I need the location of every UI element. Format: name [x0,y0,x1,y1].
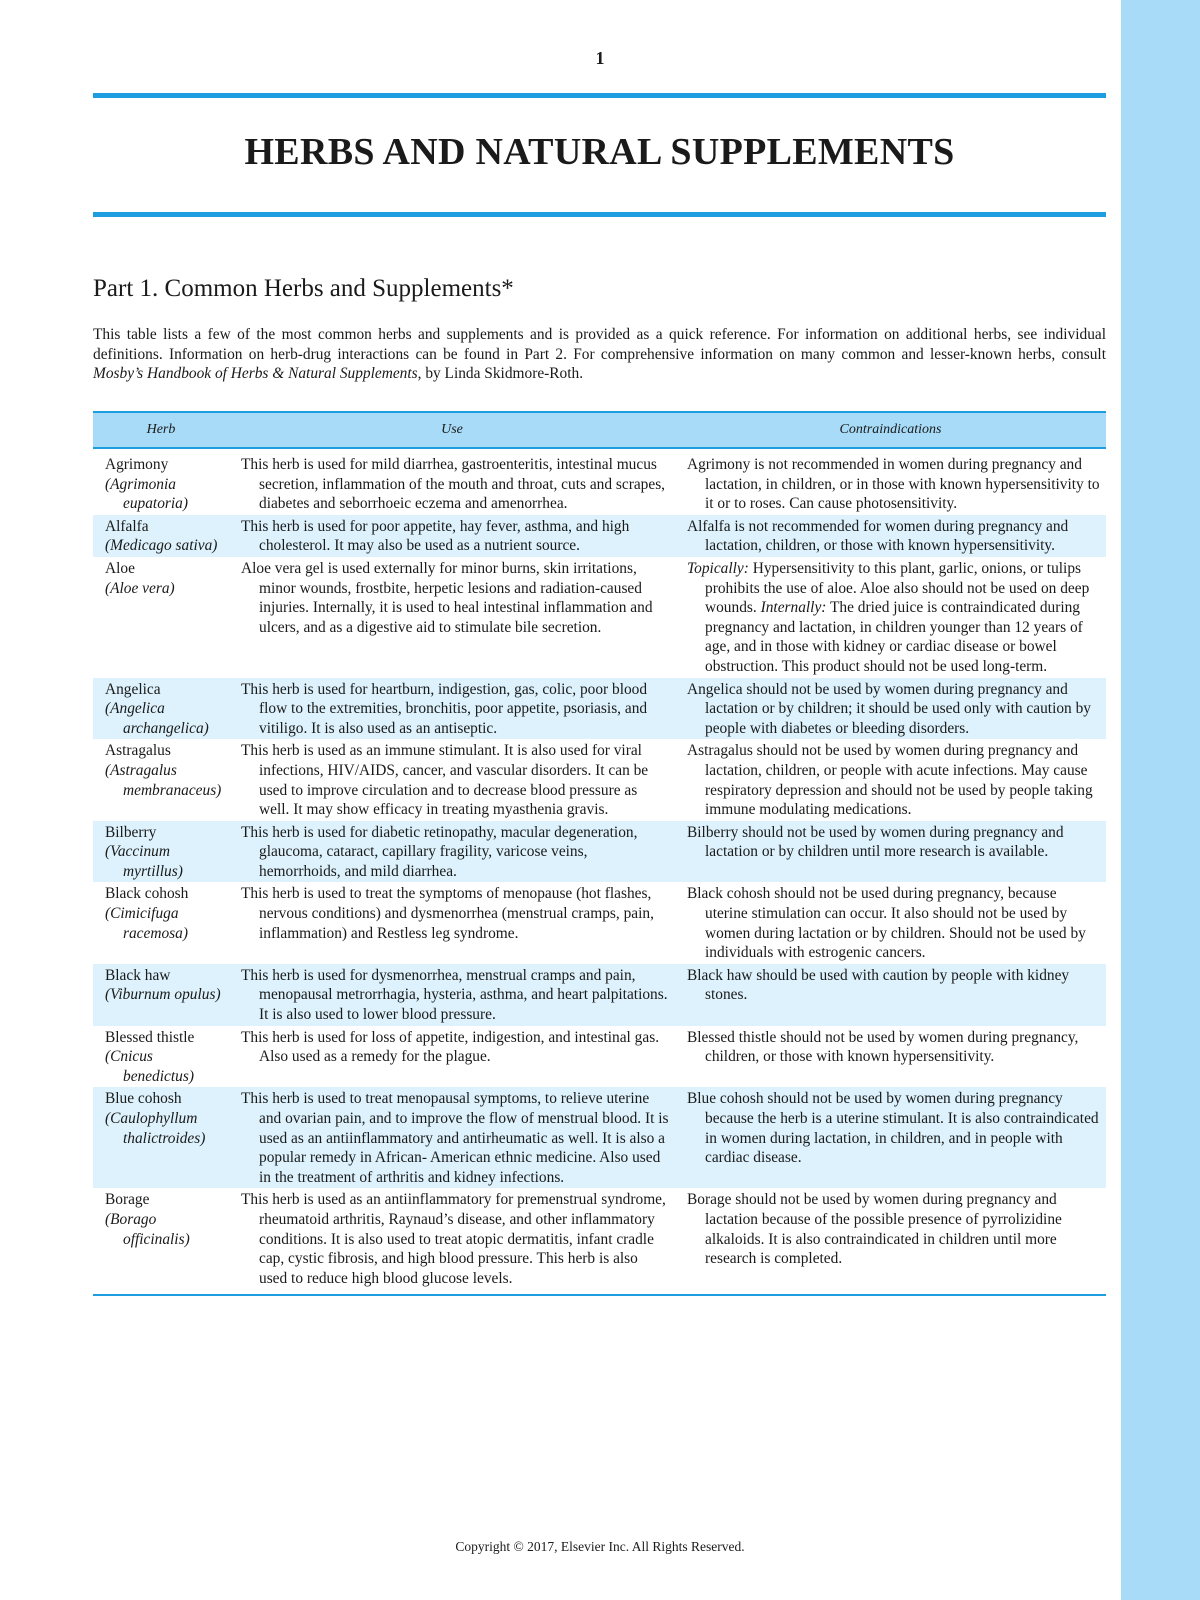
herb-name: Borage [105,1191,150,1209]
table-row [93,678,1106,740]
table-row [93,882,1106,963]
use-text: This herb is used as an antiinflammatory for premenstrual syndrome, rheumatoid arthritis, Raynaud’s disease, and other inflammatory conditions. It is also used to treat atopic dermatitis, infant cradle cap, cystic fibrosis, and high blood pressure. This herb is also used to reduce high blood glucose levels. [241,1191,666,1287]
contra-text: Blue cohosh should not be used by women during pregnancy because the herb is a uterine stimulant. It is also contraindicated in women during lactation, in children, and in people with cardiac disease. [687,1090,1099,1167]
herb-cell [93,739,229,820]
herb-name: Astragalus [105,742,171,760]
header-contraindications: Contraindications [675,412,1106,448]
use-text: This herb is used as an immune stimulant. It is also used for viral infections, HIV/AIDS, cancer, and vascular disorders. It can be used to improve circulation and to decrease blood pressure as well. It may show efficacy in treating myasthenia gravis. [241,742,649,819]
use-cell [229,448,675,515]
herb-cell [93,1026,229,1088]
use-text: This herb is used to treat menopausal symptoms, to relieve uterine and ovarian pain, and to improve the flow of menstrual blood. It is used as an antiinflammatory and antirheumatic as well. It is also a popular remedy in African- American ethnic medicine. Also used in the treatment of arthritis and kidney infections. [241,1090,669,1186]
herb-cell [93,964,229,1026]
contraindications-cell [675,448,1106,515]
herb-latin-name: (Cimicifuga racemosa) [105,905,188,942]
table-row [93,1026,1106,1088]
use-text: This herb is used to treat the symptoms of menopause (hot flashes, nervous conditions) and dysmenorrhea (menstrual cramps, pain, inflammation) and Restless leg syndrome. [241,885,654,942]
use-text: This herb is used for poor appetite, hay fever, asthma, and high cholesterol. It may also be used as a nutrient source. [241,517,630,555]
herb-cell [93,678,229,740]
contraindications-text [687,1028,1100,1067]
use-text: This herb is used for mild diarrhea, gastroenteritis, intestinal mucus secretion, inflammation of the mouth and throat, cuts and scrapes, diabetes and seborrhoeic eczema and amenorrhea. [241,456,666,513]
contraindications-cell [675,821,1106,883]
herb-cell [93,821,229,883]
contraindications-text [687,884,1100,962]
table-header-row [93,412,1106,448]
contraindications-text [687,741,1100,819]
page-title: HERBS AND NATURAL SUPPLEMENTS [244,131,955,173]
use-text: This herb is used for loss of appetite, indigestion, and intestinal gas. Also used as a remedy for the plague. [241,1028,660,1066]
contraindications-cell [675,882,1106,963]
contraindications-text [687,517,1100,556]
herb-name: Aloe [105,559,135,577]
header-use: Use [229,412,675,448]
contra-text: Agrimony is not recommended in women during pregnancy and lactation, in children, or in those with known hypersensitivity to it or to roses. Can cause photosensitivity. [687,456,1100,513]
use-cell [229,821,675,883]
herb-name: Bilberry [105,823,157,841]
use-text: This herb is used for heartburn, indigestion, gas, colic, poor blood flow to the extremities, bronchitis, poor appetite, psoriasis, and vitiligo. It is also used as an antiseptic. [241,680,648,737]
contraindications-cell [675,515,1106,557]
contra-text-2: The dried juice is contraindicated during pregnancy and lactation, in children younger than 12 years of age, and in those with kidney or cardiac disease or bowel obstruction. This product should not be used long-term. [705,599,1083,675]
copyright-notice: Copyright © 2017, Elsevier Inc. All Rights Reserved. [455,1539,745,1554]
herb-latin-name: (Vaccinum myrtillus) [105,843,183,880]
herb-name: Black haw [105,966,171,984]
herb-name: Blessed thistle [105,1028,195,1046]
title-rule-top [93,93,1106,98]
intro-book-title: Mosby’s Handbook of Herbs & Natural Supplements [93,365,418,383]
use-cell [229,515,675,557]
table-row [93,821,1106,883]
herb-latin-name: (Viburnum opulus) [105,986,221,1004]
intro-author: , by Linda Skidmore-Roth. [417,365,584,383]
herb-latin-name: (Cnicus benedictus) [105,1048,194,1085]
herb-cell [93,515,229,557]
contra-text: Astragalus should not be used by women during pregnancy and lactation, children, or people with acute infections. May cause respiratory depression and should not be used by people taking immune modulating medications. [687,742,1093,819]
herb-cell [93,1087,229,1188]
table-row [93,515,1106,557]
table-row [93,557,1106,678]
header-herb: Herb [93,412,229,448]
table-body [93,448,1106,1295]
herb-latin-name: (Aloe vera) [105,579,175,597]
herb-latin-name: (Caulophyllum thalictroides) [105,1110,206,1147]
contra-text: Borage should not be used by women during pregnancy and lactation because of the possible presence of pyrrolizidine alkaloids. It is also contraindicated in children until more research is completed. [687,1191,1062,1268]
side-color-band [1121,0,1200,1600]
intro-text: This table lists a few of the most common herbs and supplements and is provided as a quick reference. For information on additional herbs, see individual definitions. Information on herb-drug interactions can be found in Part 2. For comprehensive information on many common and lesser-known herbs, consult [93,326,1106,363]
contra-text: Bilberry should not be used by women during pregnancy and lactation or by children until more research is available. [687,823,1064,861]
contraindications-text [687,1089,1100,1167]
title-rule-bottom [93,212,1106,217]
herb-latin-name: (Borago officinalis) [105,1210,190,1248]
herb-cell [93,1188,229,1295]
table-row [93,739,1106,820]
contraindications-text [687,823,1100,862]
use-cell [229,557,675,678]
page-number: 1 [595,48,605,68]
contra-text: Angelica should not be used by women during pregnancy and lactation or by children; it should be used only with caution by people with diabetes or bleeding disorders. [687,680,1091,737]
use-cell [229,964,675,1026]
use-cell [229,678,675,740]
herb-name: Angelica [105,680,161,698]
use-cell [229,882,675,963]
contraindications-cell [675,1087,1106,1188]
herb-latin-name: (Medicago sativa) [105,537,218,555]
herb-latin-name: (Astragalus membranaceus) [105,761,222,799]
table-row [93,964,1106,1026]
use-text: Aloe vera gel is used externally for minor burns, skin irritations, minor wounds, frostbite, herpetic lesions and radiation-caused injuries. Internally, it is used to heal intestinal inflammation and ulcers, and as a digestive aid to stimulate bile secretion. [241,559,653,636]
herb-cell [93,448,229,515]
contraindications-cell [675,1026,1106,1088]
contraindications-text [687,680,1100,739]
contraindications-text [687,559,1100,677]
table-row [93,1188,1106,1295]
contra-lead: Topically: [687,559,749,577]
contraindications-cell [675,964,1106,1026]
section-heading: Part 1. Common Herbs and Supplements* [93,275,514,302]
herb-name: Agrimony [105,456,169,473]
use-cell [229,739,675,820]
herbs-table [93,411,1106,1296]
herb-cell [93,882,229,963]
contraindications-text [687,455,1100,514]
contraindications-text [687,966,1100,1005]
contraindications-cell [675,678,1106,740]
contraindications-cell [675,557,1106,678]
herb-name: Black cohosh [105,885,189,903]
herb-latin-name: (Angelica archangelica) [105,700,209,737]
use-text: This herb is used for dysmenorrhea, menstrual cramps and pain, menopausal metrorrhagia, hysteria, asthma, and heart palpitations. It is also used to lower blood pressure. [241,966,668,1024]
herb-latin-name: (Agrimonia eupatoria) [105,475,188,513]
herb-name: Blue cohosh [105,1090,182,1108]
contraindications-cell [675,739,1106,820]
contra-text: Black cohosh should not be used during pregnancy, because uterine stimulation can occur. It also should not be used by women during lactation or by children. Should not be used by individuals with estrogenic cancers. [687,885,1086,962]
contraindications-text [687,1190,1100,1268]
contra-text: Black haw should be used with caution by people with kidney stones. [687,966,1070,1004]
contra-lead-2: Internally: [760,599,827,617]
contra-text: Hypersensitivity to this plant, garlic, onions, or tulips prohibits the use of aloe. Aloe also should not be used on deep wounds. [705,559,1090,617]
contra-text: Blessed thistle should not be used by women during pregnancy, children, or those with known hypersensitivity. [687,1028,1079,1066]
use-cell [229,1026,675,1088]
use-cell [229,1087,675,1188]
table-row [93,1087,1106,1188]
contra-text: Alfalfa is not recommended for women during pregnancy and lactation, children, or those with known hypersensitivity. [687,517,1069,555]
intro-paragraph [93,325,1106,384]
use-text: This herb is used for diabetic retinopathy, macular degeneration, glaucoma, cataract, capillary fragility, varicose veins, hemorrhoids, and mild diarrhea. [241,823,638,880]
use-cell [229,1188,675,1295]
contraindications-cell [675,1188,1106,1295]
herb-cell [93,557,229,678]
herb-name: Alfalfa [105,517,149,535]
table-row [93,448,1106,515]
